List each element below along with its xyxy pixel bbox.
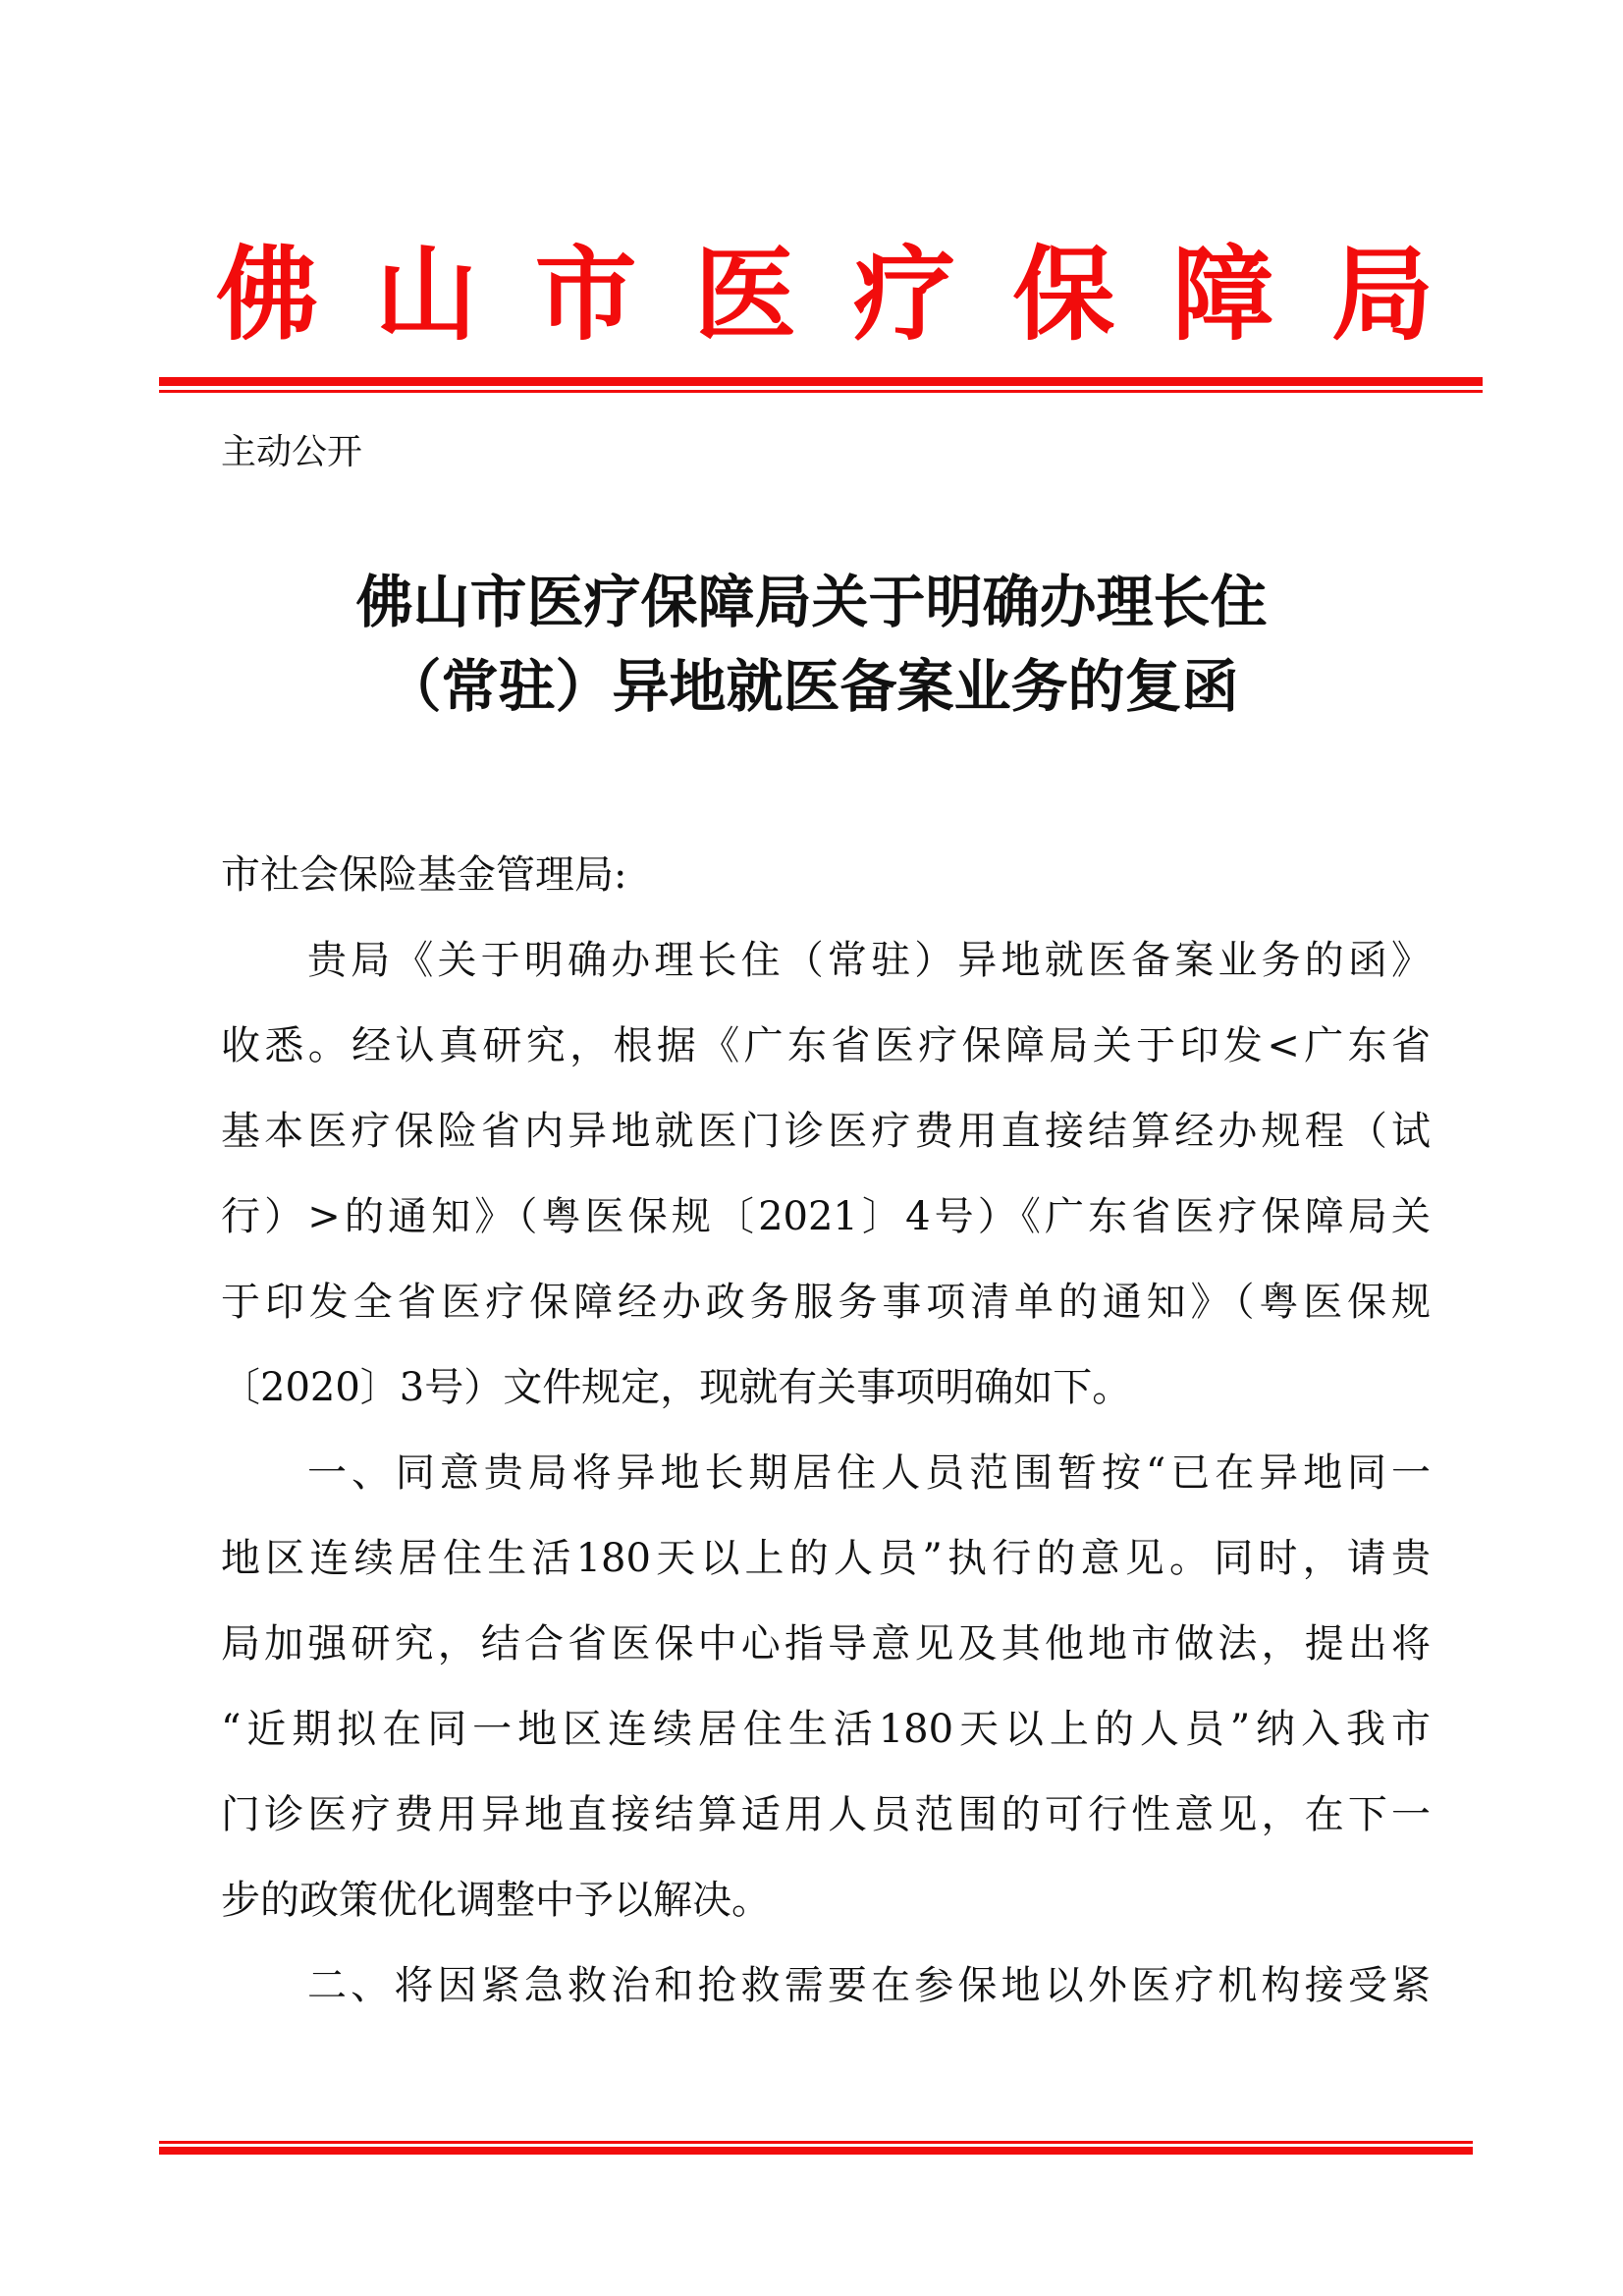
masthead-char: 障 — [1171, 234, 1274, 355]
body-line: “近期拟在同一地区连续居住生活180天以上的人员”纳入我市 — [221, 1707, 1431, 1752]
masthead-char: 山 — [375, 234, 478, 355]
body-line: 行）>的通知》（粤医保规〔2021〕4号）《广东省医疗保障局关 — [221, 1194, 1431, 1239]
body-line: 收悉。经认真研究，根据《广东省医疗保障局关于印发<广东省 — [221, 1023, 1431, 1068]
header-rule-thick — [159, 377, 1483, 386]
body-line: 贵局《关于明确办理长住（常驻）异地就医备案业务的函》 — [307, 938, 1431, 983]
document-title-line1: 佛山市医疗保障局关于明确办理长住 — [355, 569, 1268, 635]
masthead-title — [216, 234, 1434, 355]
masthead-char: 医 — [693, 234, 796, 355]
footer-rule-thin — [159, 2141, 1473, 2144]
masthead-char: 市 — [534, 234, 637, 355]
body-line: 基本医疗保险省内异地就医门诊医疗费用直接结算经办规程（试 — [221, 1109, 1431, 1154]
disclosure-label: 主动公开 — [221, 432, 363, 472]
document-body — [221, 833, 1431, 2029]
body-line: 步的政策优化调整中予以解决。 — [221, 1878, 771, 1923]
footer-rule-thick — [159, 2147, 1473, 2155]
body-line: 〔2020〕3号）文件规定，现就有关事项明确如下。 — [221, 1365, 1132, 1410]
header-rule-thin — [159, 390, 1483, 393]
body-line: 局加强研究，结合省医保中心指导意见及其他地市做法，提出将 — [221, 1621, 1431, 1667]
salutation: 市社会保险基金管理局: — [221, 852, 627, 898]
document-title-line2: （常驻）异地就医备案业务的复函 — [384, 653, 1239, 720]
masthead-char: 局 — [1330, 234, 1434, 355]
body-line: 于印发全省医疗保障经办政务服务事项清单的通知》（粤医保规 — [221, 1280, 1431, 1325]
masthead-char: 佛 — [216, 234, 319, 355]
masthead-char: 保 — [1012, 234, 1115, 355]
masthead-char: 疗 — [853, 234, 956, 355]
body-line: 一、同意贵局将异地长期居住人员范围暂按“已在异地同一 — [307, 1450, 1431, 1496]
body-line: 二、将因紧急救治和抢救需要在参保地以外医疗机构接受紧 — [307, 1963, 1431, 2008]
body-line: 地区连续居住生活180天以上的人员”执行的意见。同时，请贵 — [221, 1536, 1431, 1581]
body-line: 门诊医疗费用异地直接结算适用人员范围的可行性意见，在下一 — [221, 1792, 1431, 1837]
